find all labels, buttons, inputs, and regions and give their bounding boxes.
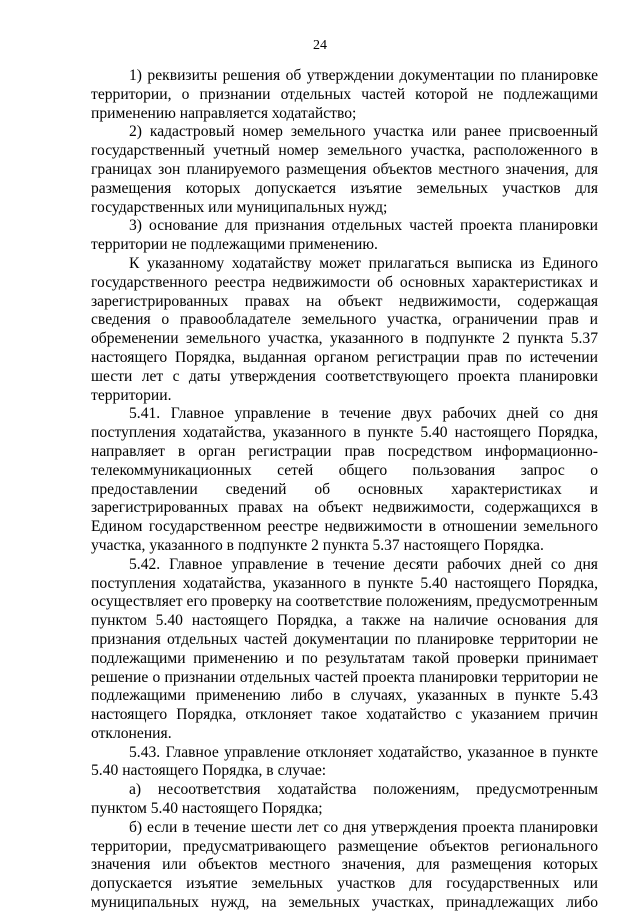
paragraph-attachment: К указанному ходатайству может прилагаться выписка из Единого государственного реестра недвижимости об основных характеристиках и зарегистрированных правах на объект недвижимости, содержащая сведения о правообладателе земельного участка, ограничении прав и обременении земельного участка, указанного в подпункте 2 пункта 5.37 настоящего Порядка, выданная органом регистрации прав по истечении шести лет с даты утверждения соответствующего проекта планировки территории. — [91, 254, 598, 404]
paragraph-item-1: 1) реквизиты решения об утверждении документации по планировке территории, о признании отдельных частей которой не подлежащими применению направляется ходатайство; — [91, 67, 598, 122]
document-body — [91, 67, 598, 913]
paragraph-item-a: а) несоответствия ходатайства положениям, предусмотренным пунктом 5.40 настоящего Порядка; — [91, 781, 598, 818]
paragraph-5-42: 5.42. Главное управление в течение десяти рабочих дней со дня поступления ходатайства, указанного в пункте 5.40 настоящего Порядка, осуществляет его проверку на соответствие положениям, предусмотренным пунктом 5.40 настоящего Порядка, а также на наличие основания для признания отдельных частей документации по планировке территории не подлежащими применению и по результатам такой проверки принимает решение о признании отдельных частей проекта планировки территории не подлежащими применению либо в случаях, указанных в пункте 5.43 настоящего Порядка, отклоняет такое ходатайство с указанием причин отклонения. — [91, 555, 598, 742]
paragraph-item-b: б) если в течение шести лет со дня утверждения проекта планировки территории, предусматривающего размещение объектов регионального значения или объектов местного значения, для размещения которых допускается изъятие земельных участков для государственных или муниципальных нужд, на земельных участках, принадлежащих либо — [91, 818, 598, 912]
paragraph-item-3: 3) основание для признания отдельных частей проекта планировки территории не подлежащими применению. — [91, 217, 598, 254]
page-number: 24 — [313, 38, 327, 53]
paragraph-5-41: 5.41. Главное управление в течение двух рабочих дней со дня поступления ходатайства, указанного в пункте 5.40 настоящего Порядка, направляет в орган регистрации прав посредством информационно-телекоммуникационных сетей общего пользования запрос о предоставлении сведений об основных характеристиках и зарегистрированных правах на объект недвижимости, содержащихся в Едином государственном реестре недвижимости в отношении земельного участка, указанного в подпункте 2 пункта 5.37 настоящего Порядка. — [91, 405, 598, 554]
paragraph-5-43: 5.43. Главное управление отклоняет ходатайство, указанное в пункте 5.40 настоящего Порядка, в случае: — [91, 743, 598, 780]
paragraph-item-2: 2) кадастровый номер земельного участка или ранее присвоенный государственный учетный номер земельного участка, расположенного в границах зон планируемого размещения объектов местного значения, для размещения которых допускается изъятие земельных участков для государственных или муниципальных нужд; — [91, 123, 598, 216]
